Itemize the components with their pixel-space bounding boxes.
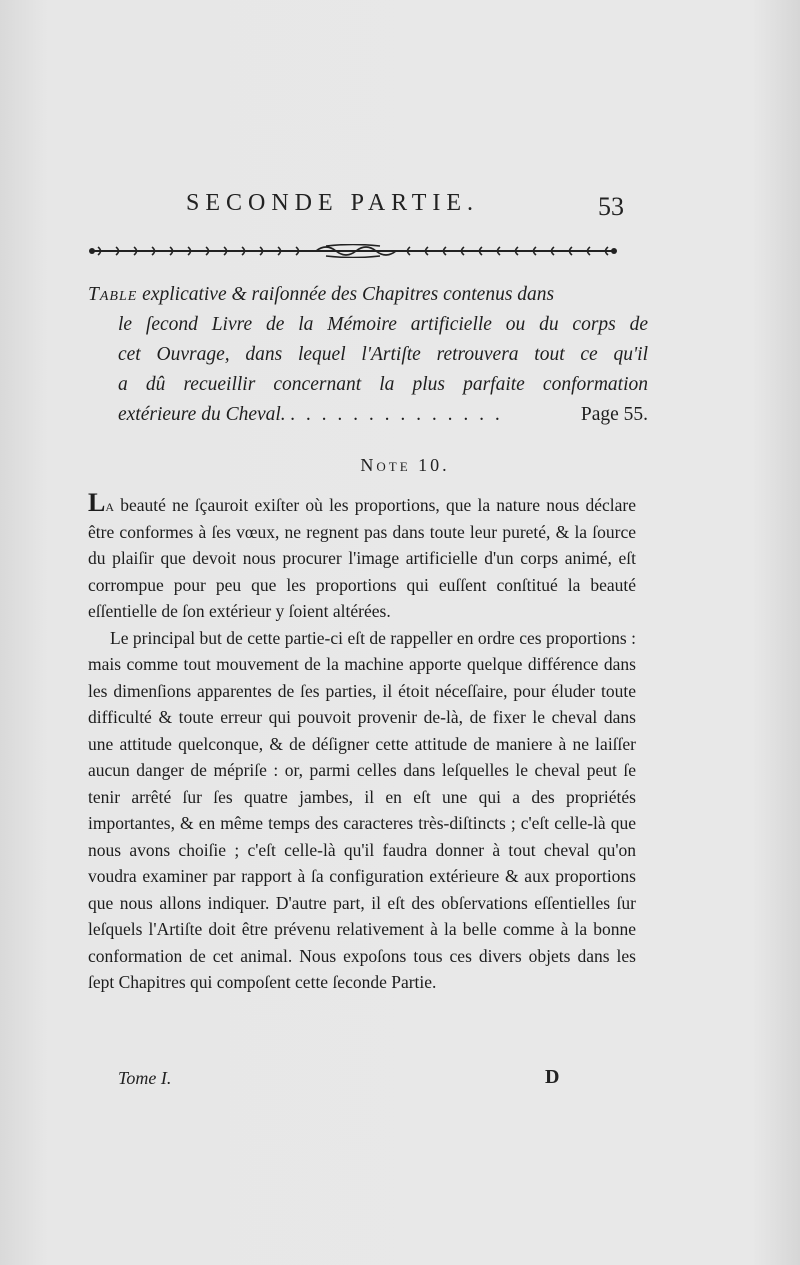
heading-line-4: a dû recueillir concernant la plus parfaite conformation xyxy=(118,374,648,395)
page-reference: Page 55. xyxy=(580,404,648,425)
heading-line-5 xyxy=(88,400,648,430)
lead-small-caps: a xyxy=(105,495,115,515)
paragraph-2: Le principal but de cette partie-ci eſt de rappeller en ordre ces proportions : mais comme tout mouvement de la machine apporte quelque différence dans les dimenſions apparentes de ſes parties, il étoit néceſſaire, pour éluder toute difficulté & toute erreur qui pouvoit provenir de-là, de fixer le cheval dans une attitude quelconque, & de déſigner cette attitude de maniere à ne laiſſer aucun danger de mépriſe : or, parmi celles dans leſquelles le cheval peut ſe tenir arrêté ſur ſes quatre jambes, il en eſt une qui a des propriétés importantes, & en même temps des caracteres très-diſtincts ; c'eſt celle-là que nous avons choiſie ; c'eſt celle-là qu'il faudra donner à tout cheval qu'on voudra examiner par rapport à ſa configuration extérieure & aux proportions que nous allons indiquer. D'autre part, il eſt des obſervations eſſentielles ſur leſquels l'Artiſte doit être prévenu relativement à la belle comme à la bonne conformation de cet animal. Nous expoſons tous ces divers objets dans les ſept Chapitres qui compoſent cette ſeconde Partie. xyxy=(88,627,636,992)
heading-line-3: cet Ouvrage, dans lequel l'Artiſte retrouvera tout ce qu'il xyxy=(118,344,648,365)
heading-line-1 xyxy=(88,280,648,310)
note-heading: Note 10. xyxy=(360,455,450,475)
heading-line-5-text: extérieure du Cheval. xyxy=(118,404,286,425)
heading-lead-word: Table xyxy=(88,284,138,305)
volume-label: Tome I. xyxy=(118,1068,172,1088)
table-of-contents-heading xyxy=(88,280,648,430)
drop-capital: L xyxy=(88,488,106,517)
note-body xyxy=(88,488,636,996)
dot-leaders: . . . . . . . . . . . . . . xyxy=(290,404,504,425)
page-footer xyxy=(0,1068,800,1098)
running-head xyxy=(0,190,800,230)
heading-line-2: le ſecond Livre de la Mémoire artificielle ou du corps de xyxy=(118,314,648,335)
ornamental-rule xyxy=(88,244,618,258)
running-title: SECONDE PARTIE. xyxy=(186,190,480,216)
page-number: 53 xyxy=(598,192,624,221)
signature-mark: D xyxy=(545,1066,560,1088)
paragraph-1-text: beauté ne ſçauroit exiſter où les proportions, que la nature nous déclare être conformes à ſes vœux, ne regnent pas dans toute leur pureté, & la ſource du plaiſir que devoit nous procurer l'image artificielle d'un corps animé, eſt corrompue pour peu que les proportions qui euſſent conſtitué la beauté eſſentielle de ſon extérieur y ſoient altérées. xyxy=(88,495,636,621)
paragraph-1 xyxy=(88,488,636,625)
heading-line-1-text: explicative & raiſonnée des Chapitres contenus dans xyxy=(137,284,555,305)
